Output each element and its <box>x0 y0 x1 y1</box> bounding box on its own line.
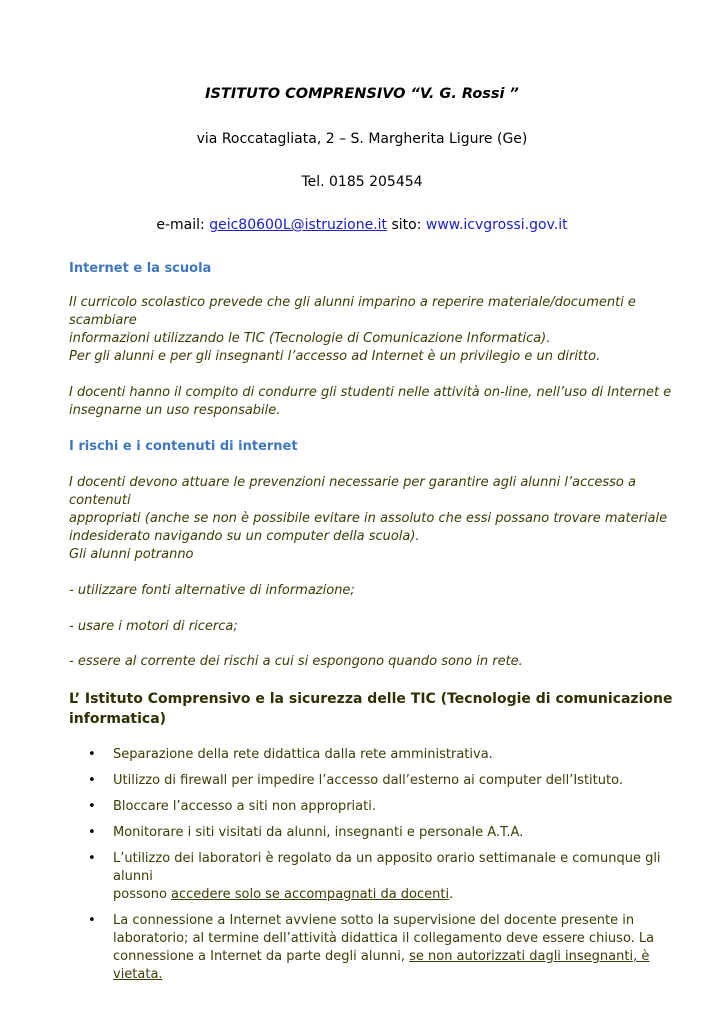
text-line: insegnarne un uso responsabile. <box>69 403 281 418</box>
list-item-fonti: - utilizzare fonti alternative di informazione; <box>69 583 355 598</box>
text-line: indesiderato navigando su un computer della scuola). <box>69 529 420 544</box>
bullet-item-connessione <box>88 912 668 984</box>
bullet-item-bloccare: • Bloccare l’accesso a siti non appropriati. <box>88 799 376 814</box>
text-line: possono accedere solo se accompagnati da docenti. <box>113 887 454 902</box>
text-line: L’utilizzo dei laboratori è regolato da un apposito orario settimanale e comunque gli alunni <box>113 851 661 884</box>
security-bullet-list <box>88 746 668 984</box>
heading-line: L’ Istituto Comprensivo e la sicurezza delle TIC (Tecnologie di comunicazione <box>69 691 673 707</box>
paragraph-privilegio: Per gli alunni e per gli insegnanti l’accesso ad Internet è un privilegio e un diritto. <box>69 349 601 364</box>
paragraph-curricolo <box>69 294 679 348</box>
paragraph-docenti <box>69 384 679 420</box>
school-address: via Roccatagliata, 2 – S. Margherita Ligure (Ge) <box>196 131 528 147</box>
bullet-item-separazione: • Separazione della rete didattica dalla rete amministrativa. <box>88 747 493 762</box>
list-item-rischi: - essere al corrente dei rischi a cui si espongono quando sono in rete. <box>69 654 523 669</box>
bullet-icon: • <box>88 773 96 788</box>
bullet-icon: • <box>88 825 96 840</box>
site-link[interactable]: www.icvgrossi.gov.it <box>425 217 568 233</box>
text-line: Il curricolo scolastico prevede che gli alunni imparino a reperire materiale/documenti e scambiare <box>69 295 636 328</box>
contact-line <box>0 217 724 233</box>
bullet-icon: • <box>88 851 96 866</box>
site-label: sito: <box>387 217 426 233</box>
text-line: appropriati (anche se non è possibile evitare in assoluto che essi possano trovare materiale <box>69 511 668 526</box>
bullet-item-firewall: • Utilizzo di firewall per impedire l’accesso dall’esterno ai computer dell’Istituto. <box>88 773 623 788</box>
email-label: e-mail: <box>156 217 210 233</box>
bullet-item-laboratori <box>88 850 668 904</box>
paragraph-prevenzioni <box>69 474 679 546</box>
text-line: La connessione a Internet avviene sotto la supervisione del docente presente in <box>113 913 635 928</box>
heading-line: informatica) <box>69 711 167 727</box>
bullet-item-monitorare: • Monitorare i siti visitati da alunni, insegnanti e personale A.T.A. <box>88 825 524 840</box>
section-heading-sicurezza <box>69 689 689 729</box>
school-phone: Tel. 0185 205454 <box>301 174 423 190</box>
bullet-icon: • <box>88 747 96 762</box>
email-link[interactable]: geic80600L@istruzione.it <box>209 217 388 233</box>
text-line: I docenti hanno il compito di condurre gli studenti nelle attività on-line, nell’uso di Internet e <box>69 385 672 400</box>
bullet-icon: • <box>88 913 96 928</box>
bullet-icon: • <box>88 799 96 814</box>
paragraph-alunni-potranno: Gli alunni potranno <box>69 547 194 562</box>
list-item-motori: - usare i motori di ricerca; <box>69 619 238 634</box>
text-line: connessione a Internet da parte degli alunni, se non autorizzati dagli insegnanti, è vietata. <box>113 949 650 982</box>
text-line: laboratorio; al termine dell’attività didattica il collegamento deve essere chiuso. La <box>113 931 655 946</box>
section-heading-internet-scuola: Internet e la scuola <box>69 261 212 276</box>
school-title: ISTITUTO COMPRENSIVO “V. G. Rossi ” <box>205 86 519 102</box>
text-line: informazioni utilizzando le TIC (Tecnologie di Comunicazione Informatica). <box>69 331 551 346</box>
text-line: I docenti devono attuare le prevenzioni necessarie per garantire agli alunni l’accesso a contenuti <box>69 475 636 508</box>
section-heading-rischi: I rischi e i contenuti di internet <box>69 439 298 454</box>
